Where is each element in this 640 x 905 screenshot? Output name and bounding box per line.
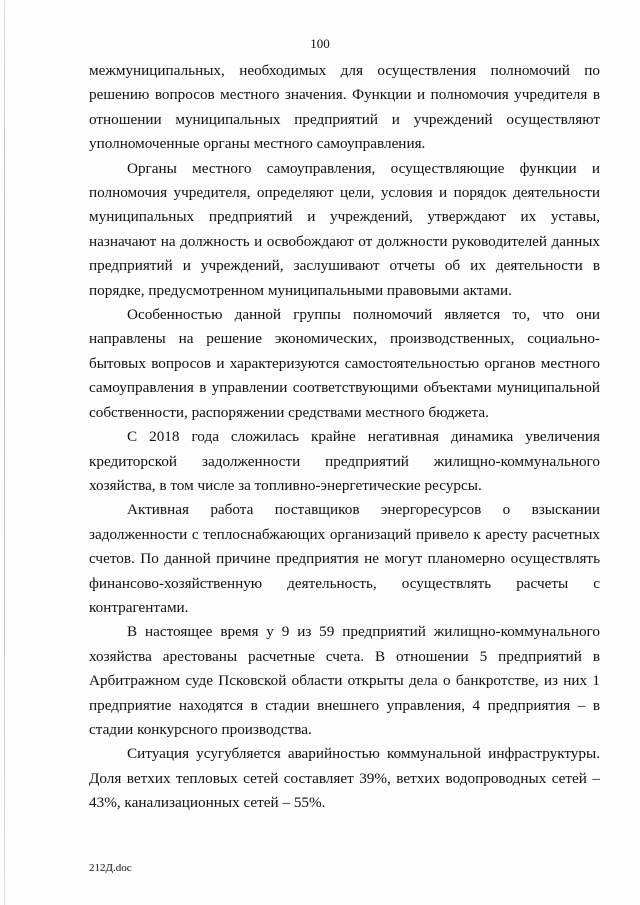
paragraph-3: Особенностью данной группы полномочий является то, что они направлены на решение экономических, производственных, социально-бытовых вопросов и характеризуются самостоятельностью органов местного самоуправления в управлении соответствующими объектами муниципальной собственности, распоряжении средствами местного бюджета. <box>89 306 600 421</box>
paragraph-2: Органы местного самоуправления, осуществляющие функции и полномочия учредителя, определяют цели, условия и порядок деятельности муниципальных предприятий и учреждений, утверждают их уставы, назначают на должность и освобождают от должности руководителей данных предприятий и учреждений, заслушивают отчеты об их деятельности в порядке, предусмотренном муниципальными правовыми актами. <box>89 159 600 299</box>
paragraph-6: В настоящее время у 9 из 59 предприятий жилищно-коммунального хозяйства арестованы расчетные счета. В отношении 5 предприятий в Арбитражном суде Псковской области открыты дела о банкротстве, из них 1 предприятие находятся в стадии внешнего управления, 4 предприятия – в стадии конкурсного производства. <box>89 623 600 738</box>
paragraph-7: Ситуация усугубляется аварийностью коммунальной инфраструктуры. Доля ветхих тепловых сетей составляет 39%, ветхих водопроводных сетей – 43%, канализационных сетей – 55%. <box>89 745 600 812</box>
document-body <box>89 59 600 816</box>
footer-file-code: 212Д.doc <box>89 862 132 874</box>
scan-edge-line <box>4 0 5 905</box>
paragraph-1: межмуниципальных, необходимых для осуществления полномочий по решению вопросов местного значения. Функции и полномочия учредителя в отношении муниципальных предприятий и учреждений осуществляют уполномоченные органы местного самоуправления. <box>89 62 600 153</box>
paragraph-4: С 2018 года сложилась крайне негативная динамика увеличения кредиторской задолженности предприятий жилищно-коммунального хозяйства, в том числе за топливно-энергетические ресурсы. <box>89 428 600 494</box>
page-number: 100 <box>310 36 330 51</box>
paragraph-5: Активная работа поставщиков энергоресурсов о взыскании задолженности с теплоснабжающих организаций привело к аресту расчетных счетов. По данной причине предприятия не могут планомерно осуществлять финансово-хозяйственную деятельность, осуществлять расчеты с контрагентами. <box>89 501 600 616</box>
